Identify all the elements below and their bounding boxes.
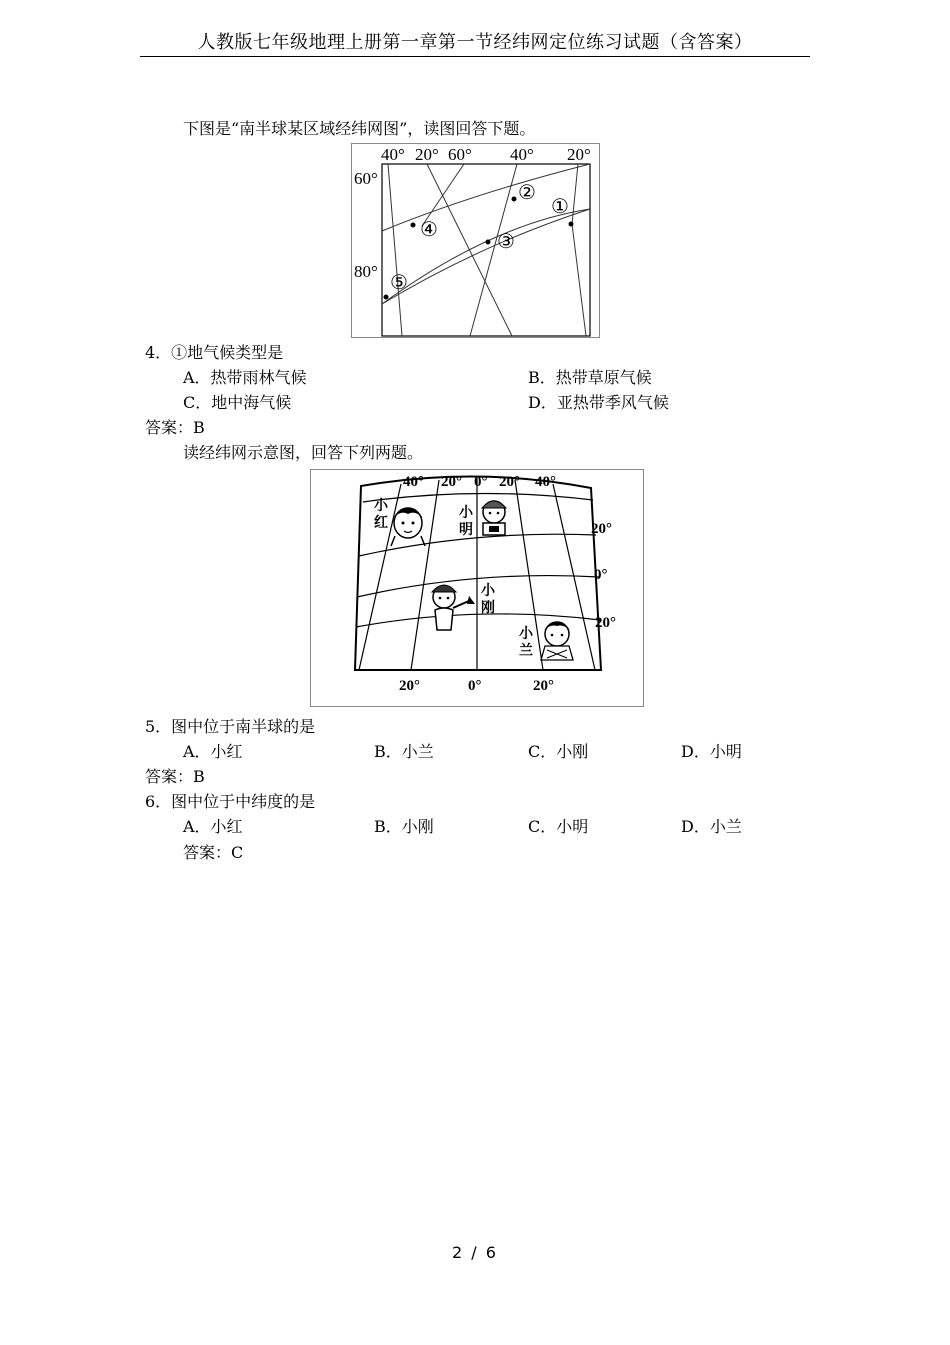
question-4-option-b: B．热带草原气候: [528, 368, 652, 387]
page-number: 2 / 6: [452, 1243, 498, 1262]
question-4-option-d: D．亚热带季风气候: [528, 393, 669, 412]
point-label-3: ③: [497, 231, 515, 253]
question-5-option-a: A．小红: [183, 742, 243, 761]
section2-intro: 读经纬网示意图，回答下列两题。: [183, 443, 424, 462]
point-label-4: ④: [420, 219, 438, 241]
map-frame: [382, 164, 590, 336]
question-6-option-a: A．小红: [183, 817, 243, 836]
question-5-stem: 5．图中位于南半球的是: [145, 717, 316, 736]
question-4-stem: 4．①地气候类型是: [145, 343, 284, 362]
point-dot-1: [569, 222, 574, 227]
point-dot-3: [486, 240, 491, 245]
question-6-answer: 答案：C: [183, 843, 244, 862]
question-4-option-a: A．热带雨林气候: [183, 368, 307, 387]
kid-xiaohong: [374, 498, 425, 546]
kid-name-char: 小: [459, 505, 473, 521]
meridian-line: [388, 164, 402, 336]
lon-label: 40°: [403, 474, 424, 490]
kid-name-char: 小: [374, 498, 388, 514]
kid-xiaolan: [519, 622, 573, 660]
kid-name-char: 小: [519, 626, 533, 642]
lon-label: 20°: [499, 474, 520, 490]
point-label-1: ①: [551, 196, 569, 218]
point-label-2: ②: [518, 182, 536, 204]
meridian-line: [572, 164, 578, 224]
question-6-option-c: C．小明: [528, 817, 589, 836]
point-dot-5: [384, 295, 389, 300]
grid-map-2: [311, 470, 643, 706]
question-4-option-c: C．地中海气候: [183, 393, 292, 412]
lon-label: 20°: [533, 678, 554, 694]
kid-name-char: 兰: [519, 643, 533, 659]
kid-name-char: 小: [481, 583, 495, 599]
kid-name-char: 刚: [481, 600, 495, 616]
question-4-answer: 答案：B: [145, 418, 205, 437]
lon-label: 20°: [567, 145, 591, 164]
lat-label: 0°: [594, 567, 608, 583]
figure-southern-hemisphere-grid: [351, 143, 600, 338]
lon-label: 0°: [474, 474, 488, 490]
point-dot-4: [411, 223, 416, 228]
kid-body: [435, 608, 453, 630]
lat-label: 20°: [595, 615, 616, 631]
section1-intro: 下图是“南半球某区域经纬网图”，读图回答下题。: [183, 119, 536, 138]
kid-cap: [432, 585, 456, 592]
lat-label: 60°: [354, 169, 378, 188]
header-divider: [140, 56, 810, 57]
question-6-stem: 6．图中位于中纬度的是: [145, 792, 316, 811]
lat-label: 20°: [591, 521, 612, 537]
kid-name-char: 红: [374, 515, 388, 531]
question-6-option-d: D．小兰: [681, 817, 742, 836]
lon-label: 20°: [441, 474, 462, 490]
lon-label: 40°: [535, 474, 556, 490]
meridian-line: [422, 164, 464, 226]
lon-label: 40°: [381, 145, 405, 164]
kid-xiaoming: [459, 501, 506, 538]
kid-body: [541, 646, 573, 660]
kid-name-char: 明: [459, 522, 473, 538]
lat-label: 80°: [354, 262, 378, 281]
lon-label: 20°: [399, 678, 420, 694]
question-5-answer: 答案：B: [145, 767, 205, 786]
lon-label: 40°: [510, 145, 534, 164]
meridian-line: [572, 224, 586, 336]
document-header-title: 人教版七年级地理上册第一章第一节经纬网定位练习试题（含答案）: [197, 32, 753, 53]
kid-xiaogang: [432, 583, 496, 630]
question-5-option-d: D．小明: [681, 742, 742, 761]
meridian-line: [411, 480, 439, 670]
grid-map-1: [352, 144, 599, 337]
parallel-line: [357, 576, 599, 597]
lon-label: 0°: [468, 678, 482, 694]
kid-cap: [482, 501, 506, 508]
question-5-option-c: C．小刚: [528, 742, 589, 761]
lon-label: 60°: [448, 145, 472, 164]
figure-graticule-kids: [310, 469, 644, 707]
question-5-option-b: B．小兰: [374, 742, 434, 761]
question-6-option-b: B．小刚: [374, 817, 434, 836]
lon-label: 20°: [415, 145, 439, 164]
point-dot-2: [512, 197, 517, 202]
point-label-5: ⑤: [390, 272, 408, 294]
